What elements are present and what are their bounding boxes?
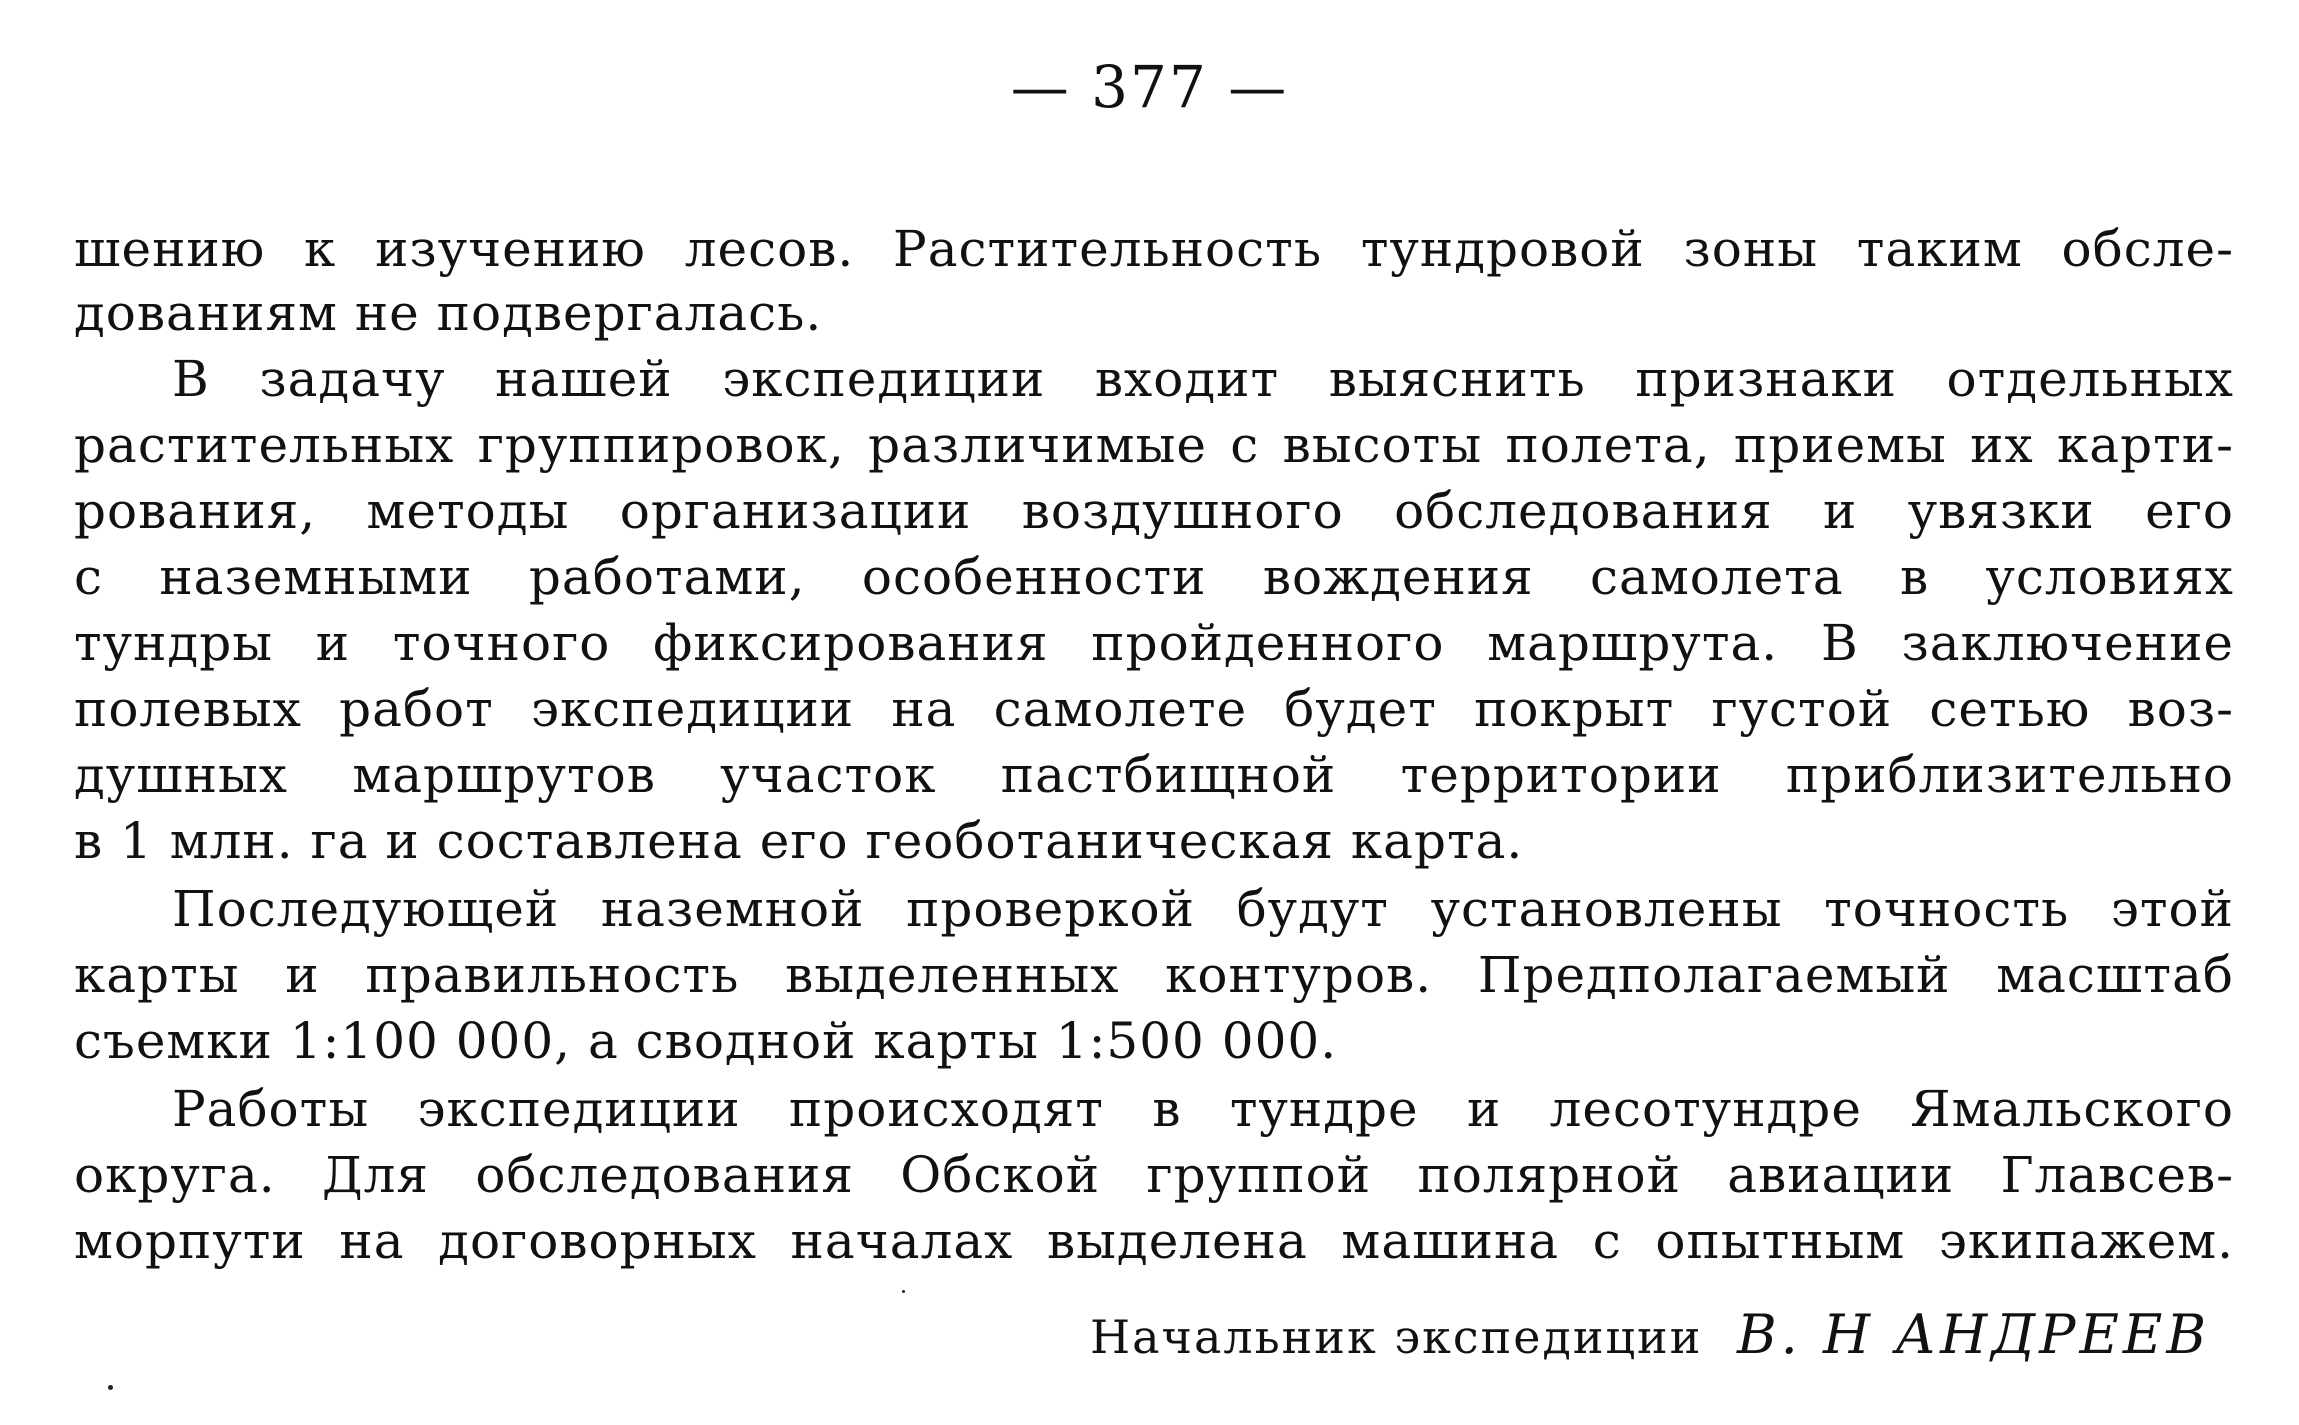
text-line-16: морпути на договорных началах выделена машина с опытным экипажем. — [74, 1212, 2234, 1270]
text-line-3: В задачу нашей экспедиции входит выяснить признаки отдельных — [172, 350, 2234, 408]
print-speck — [108, 1385, 113, 1390]
text-line-9: душных маршрутов участок пастбищной территории приблизительно — [74, 746, 2234, 804]
text-line-5: рования, методы организации воздушного обследования и увязки его — [74, 482, 2234, 540]
text-line-14: Работы экспедиции происходят в тундре и лесотундре Ямальского — [172, 1080, 2234, 1138]
text-line-12: карты и правильность выделенных контуров. Предполагаемый масштаб — [74, 946, 2234, 1004]
text-line-6: с наземными работами, особенности вождения самолета в условиях — [74, 548, 2234, 606]
signature-name: В. Н АНДРЕЕВ — [1737, 1303, 2211, 1366]
text-line-8: полевых работ экспедиции на самолете будет покрыт густой сетью воз- — [74, 680, 2234, 738]
text-line-7: тундры и точного фиксирования пройденного маршрута. В заключение — [74, 614, 2234, 672]
print-speck — [902, 1290, 905, 1293]
text-line-11: Последующей наземной проверкой будут установлены точность этой — [172, 880, 2234, 938]
signature-title: Начальник экспедиции — [1090, 1310, 1703, 1364]
text-line-2: дованиям не подвергалась. — [74, 284, 823, 342]
signature-line — [1090, 1300, 2211, 1370]
page-number: — 377 — — [1010, 53, 1289, 121]
text-line-10: в 1 млн. га и составлена его геоботаническая карта. — [74, 812, 1524, 870]
text-line-13: съемки 1:100 000, а сводной карты 1:500 000. — [74, 1012, 1338, 1070]
text-line-1: шению к изучению лесов. Растительность тундровой зоны таким обсле- — [74, 220, 2234, 278]
text-line-4: растительных группировок, различимые с высоты полета, приемы их карти- — [74, 416, 2234, 474]
text-line-15: округа. Для обследования Обской группой полярной авиации Главсев- — [74, 1146, 2234, 1204]
